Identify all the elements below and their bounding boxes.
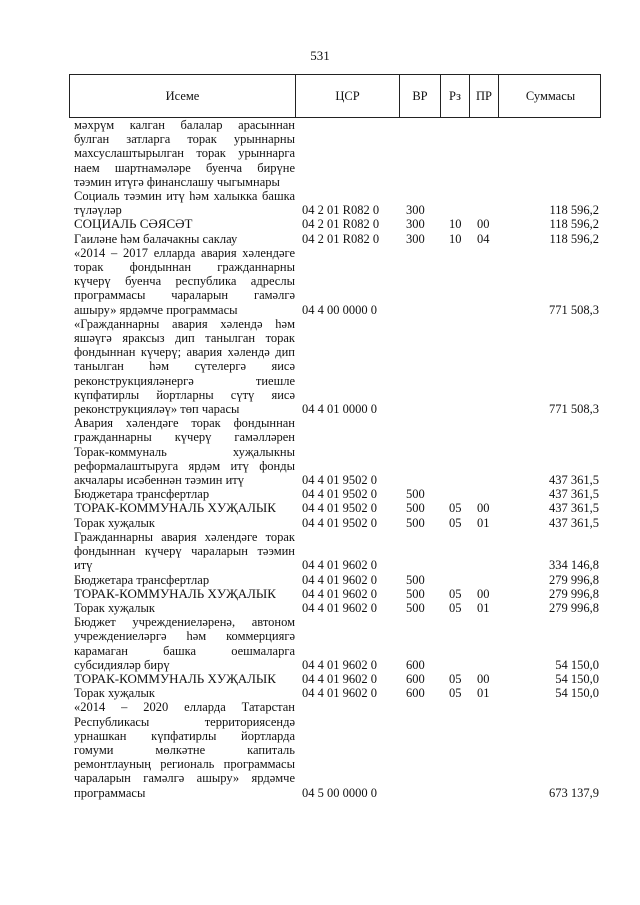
row-sum: 771 508,3 [549,302,599,317]
table-row [69,573,601,587]
row-name [69,217,295,231]
row-name [69,487,295,501]
table-row [69,232,601,246]
row-csr: 04 4 01 9602 0 [302,600,377,615]
row-name [69,118,295,189]
row-name-line: программасы чараларын гамәлгә [74,288,295,303]
row-name [69,615,295,672]
row-name-line: ашыру» ярдәмче программасы [74,302,238,317]
row-name-line: гражданнарны күчерү гамәлләрен [74,430,295,445]
row-name [69,246,295,317]
row-name-line: торак фондыннан гражданнарны [74,260,295,275]
row-rz: 05 [449,501,462,516]
row-sum: 118 596,2 [549,203,599,218]
row-name-line: махсуслаштырылган торак урыннарга [74,146,295,161]
row-rz: 05 [449,586,462,601]
row-sum: 118 596,2 [549,217,599,232]
row-sum: 334 146,8 [549,558,599,573]
row-name-line: «2014 – 2020 елларда Татарстан [74,700,295,715]
row-vr: 500 [406,515,425,530]
row-name-line: булган затларга торак урыннарны [74,132,295,147]
table-row [69,587,601,601]
table-row [69,686,601,700]
row-sum: 437 361,5 [549,515,599,530]
row-csr: 04 4 01 9502 0 [302,487,377,502]
row-sum: 279 996,8 [549,586,599,601]
header-sum: Суммасы [525,88,576,103]
table-row [69,317,601,416]
row-name-line: тәэмин итүгә финанслашу чыгымнары [74,174,280,189]
row-pr: 00 [477,217,490,232]
row-name-line: «2014 – 2017 елларда авария хәлендәге [74,245,295,260]
row-vr: 500 [406,487,425,502]
row-sum: 54 150,0 [555,657,599,672]
row-pr: 01 [477,600,490,615]
row-name-line: мәхрүм калган балалар арасыннан [74,118,295,132]
row-name-line: Республикасы территориясендә [74,714,295,729]
row-name-line: Гаиләне һәм балачакны саклау [74,231,238,246]
row-vr: 600 [406,671,425,686]
row-rz: 10 [449,231,462,246]
table-row [69,672,601,686]
row-vr: 300 [406,231,425,246]
row-rz: 05 [449,686,462,701]
row-name-line: ТОРАК-КОММУНАЛЬ ХУҖАЛЫК [74,500,276,516]
header-vr: ВР [400,75,441,117]
table-row [69,601,601,615]
row-rz: 10 [449,217,462,232]
header-pr: ПР [470,75,499,117]
row-name-line: Социаль тәэмин итү һәм халыкка башка [74,189,295,204]
row-name-line: чараларын гамәлгә ашыру» ярдәмче [74,771,295,786]
table-row [69,246,601,317]
row-name-line: наем шартнамәләре буенча бирүне [74,160,295,175]
row-csr: 04 4 01 9602 0 [302,686,377,701]
row-vr: 500 [406,586,425,601]
row-name-line: түләүләр [74,203,122,218]
row-name-line: фондыннан күчерү; авария хәлендә дип [74,345,295,360]
row-name-line: программасы [74,785,146,800]
table-row [69,416,601,487]
row-sum: 279 996,8 [549,600,599,615]
row-pr: 01 [477,686,490,701]
row-rz: 05 [449,600,462,615]
row-sum: 118 596,2 [549,231,599,246]
row-csr: 04 4 01 9602 0 [302,671,377,686]
row-csr: 04 2 01 R082 0 [302,217,380,232]
row-name [69,700,295,799]
row-vr: 500 [406,501,425,516]
row-name-line: ТОРАК-КОММУНАЛЬ ХУҖАЛЫК [74,670,276,686]
table-row [69,487,601,501]
row-name-line: күпфатирлы йортларны сүтү яисә [74,387,295,402]
row-sum: 279 996,8 [549,572,599,587]
row-name-line: реконструкцияләнергә тиешле [74,373,295,388]
row-vr: 500 [406,600,425,615]
row-csr: 04 4 01 9602 0 [302,572,377,587]
row-name-line: субсидияләр бирү [74,657,170,672]
row-name [69,317,295,416]
row-name [69,501,295,515]
row-name-line: «Гражданнарны авария хәлендә һәм [74,316,295,331]
row-csr: 04 4 01 9502 0 [302,473,377,488]
row-csr: 04 4 01 9602 0 [302,657,377,672]
header-name: Исеме [70,75,296,117]
row-name [69,416,295,487]
row-name-line: урнашкан күпфатирлы йортларда [74,728,295,743]
table-row [69,501,601,515]
row-name-line: Бюджетара трансфертлар [74,572,210,587]
row-vr: 600 [406,657,425,672]
row-name-line: Авария хәлендәге торак фондыннан [74,416,295,431]
header-rz: Рз [441,75,470,117]
row-csr: 04 4 01 9602 0 [302,586,377,601]
row-name [69,601,295,615]
row-name-line: Гражданнарны авария хәлендәге торак [74,529,295,544]
row-csr: 04 5 00 0000 0 [302,785,377,800]
row-csr: 04 4 01 9502 0 [302,515,377,530]
row-csr: 04 2 01 R082 0 [302,231,380,246]
row-name-line: Торак хуҗалык [74,686,155,701]
row-name-line: яшәүгә яраксыз дип танылган торак [74,331,295,346]
budget-table [69,74,601,800]
row-pr: 00 [477,586,490,601]
row-name-line: акчалары исәбеннән тәэмин итү [74,473,244,488]
row-name-line: ТОРАК-КОММУНАЛЬ ХУҖАЛЫК [74,585,276,601]
row-name-line: карамаган башка оешмаларга [74,643,295,658]
row-name [69,232,295,246]
row-vr: 300 [406,217,425,232]
table-row [69,530,601,573]
row-name [69,587,295,601]
row-csr: 04 4 01 0000 0 [302,402,377,417]
row-sum: 673 137,9 [549,785,599,800]
row-name-line: күчерү буенча республика адреслы [74,274,295,289]
row-vr: 600 [406,686,425,701]
table-row [69,516,601,530]
row-name-line: танылган һәм сүтелергә яисә [74,359,295,374]
row-csr: 04 4 00 0000 0 [302,302,377,317]
row-name [69,530,295,573]
row-name-line: итү [74,558,93,573]
table-row [69,615,601,672]
table-row [69,700,601,799]
row-sum: 54 150,0 [555,671,599,686]
row-name-line: реформалаштыруга ярдәм итү фонды [74,458,295,473]
row-name-line: реконструкцияләү» төп чарасы [74,402,240,417]
row-csr: 04 4 01 9502 0 [302,501,377,516]
table-body [69,118,601,800]
row-pr: 00 [477,501,490,516]
row-name [69,672,295,686]
row-name-line: учреждениеләргә һәм коммерциягә [74,629,295,644]
row-csr: 04 2 01 R082 0 [302,203,380,218]
row-rz: 05 [449,515,462,530]
row-name-line: Торак хуҗалык [74,600,155,615]
row-name [69,686,295,700]
row-sum: 771 508,3 [549,402,599,417]
row-rz: 05 [449,671,462,686]
row-csr: 04 4 01 9602 0 [302,558,377,573]
table-header [69,74,601,118]
table-row [69,217,601,231]
row-name [69,516,295,530]
row-name-line: гомуми мөлкәтне капиталь [74,742,295,757]
row-pr: 04 [477,231,490,246]
header-csr: ЦСР [296,75,400,117]
row-pr: 01 [477,515,490,530]
row-sum: 437 361,5 [549,501,599,516]
row-name-line: Торак хуҗалык [74,515,155,530]
row-vr: 500 [406,572,425,587]
row-pr: 00 [477,671,490,686]
row-name [69,189,295,217]
row-name-line: ремонтлауның региональ программасы [74,757,295,772]
row-name-line: Бюджет учреждениеләренә, автоном [74,615,295,630]
row-sum: 437 361,5 [549,473,599,488]
table-row [69,189,601,217]
row-vr: 300 [406,203,425,218]
row-sum: 437 361,5 [549,487,599,502]
table-row [69,118,601,189]
page-number: 531 [310,48,330,63]
row-name [69,573,295,587]
row-name-line: Торак-коммуналь хуҗалыкны [74,444,295,459]
row-name-line: СОЦИАЛЬ СӘЯСӘТ [74,216,193,232]
row-sum: 54 150,0 [555,686,599,701]
row-name-line: фондыннан күчерү чараларын тәэмин [74,544,295,559]
row-name-line: Бюджетара трансфертлар [74,487,210,502]
